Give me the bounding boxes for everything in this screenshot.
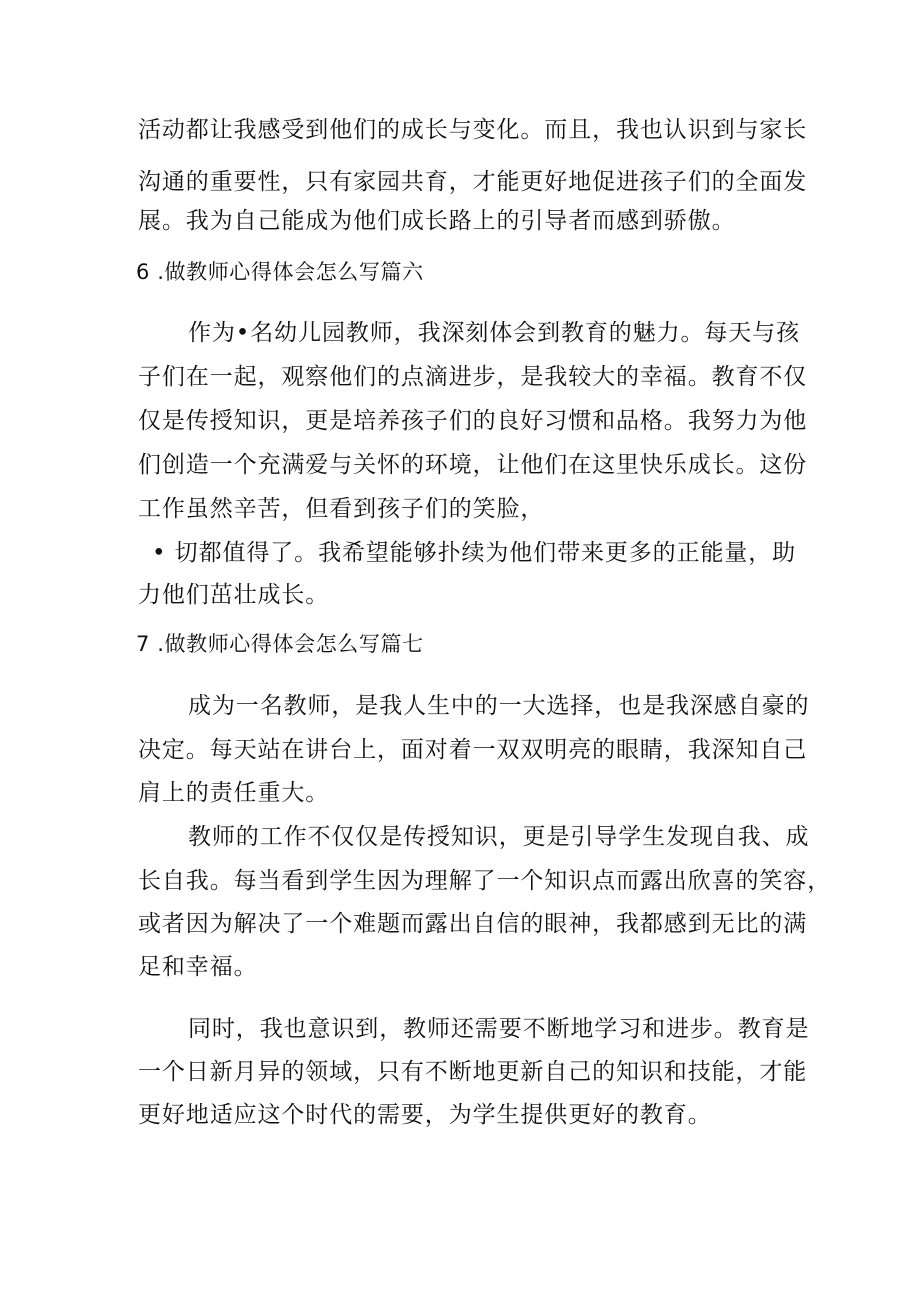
paragraph-line: 更好地适应这个时代的需要，为学生提供更好的教育。 <box>138 1102 712 1128</box>
paragraph-line: 展。我为自己能成为他们成长路上的引导者而感到骄傲。 <box>138 208 736 234</box>
paragraph-line: 教师的工作不仅仅是传授知识，更是引导学生发现自我、成 <box>188 824 810 850</box>
section-heading-6: 6 .做教师心得体会怎么写篇六 <box>136 260 424 284</box>
section-heading-7: 7 .做教师心得体会怎么写篇七 <box>136 632 424 656</box>
paragraph-line: 活动都让我感受到他们的成长与变化。而且，我也认识到与家长 <box>138 117 808 143</box>
paragraph-line: 力他们茁壮成长。 <box>138 582 330 608</box>
paragraph-line: 足和幸福。 <box>138 954 258 980</box>
paragraph-line: 子们在一起，观察他们的点滴进步，是我较大的幸福。教育不仅 <box>138 364 808 390</box>
paragraph-line: 工作虽然辛苦，但看到孩子们的笑脸， <box>138 496 545 522</box>
paragraph-line: 一个日新月异的领域，只有不断地更新自己的知识和技能，才能 <box>138 1059 808 1085</box>
paragraph-line: 长自我。每当看到学生因为理解了一个知识点而露出欣喜的笑容， <box>138 868 832 894</box>
paragraph-line: 们创造一个充满爱与关怀的环境，让他们在这里快乐成长。这份 <box>138 452 808 478</box>
paragraph-line: 肩上的责任重大。 <box>138 780 330 806</box>
paragraph-line: 决定。每天站在讲台上，面对着一双双明亮的眼睛，我深知自己 <box>138 737 808 763</box>
paragraph-line: • 切都值得了。我希望能够扑续为他们带来更多的正能量，助 <box>152 540 797 566</box>
paragraph-line: 成为一名教师，是我人生中的一大选择，也是我深感自豪的 <box>188 693 810 719</box>
paragraph-line: 沟通的重要性，只有家园共育，才能更好地促进孩子们的全面发 <box>138 169 808 195</box>
paragraph-line: 仅是传授知识，更是培养孩子们的良好习惯和品格。我努力为他 <box>138 408 808 434</box>
paragraph-line: 同时，我也意识到，教师还需要不断地学习和进步。教育是 <box>188 1016 810 1042</box>
paragraph-line: 作为•名幼儿园教师，我深刻体会到教育的魅力。每天与孩 <box>188 320 800 346</box>
paragraph-line: 或者因为解决了一个难题而露出自信的眼神，我都感到无比的满 <box>138 911 808 937</box>
